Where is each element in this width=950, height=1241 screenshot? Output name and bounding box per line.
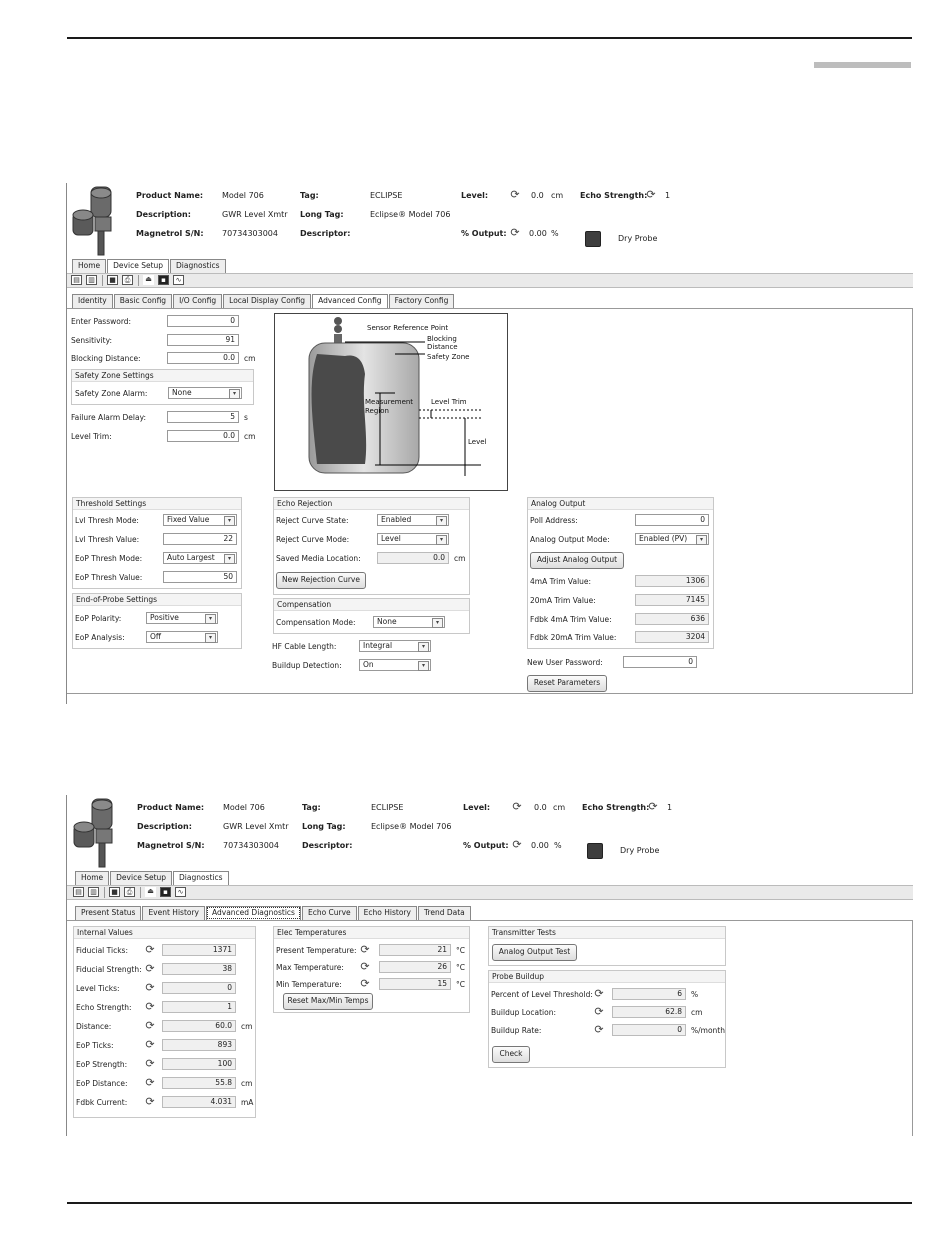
echo-strength-value: 1 — [665, 191, 671, 200]
refresh-icon[interactable]: ⟳ — [145, 1019, 155, 1032]
diagram-sensor-ref-label: Sensor Reference Point — [367, 324, 449, 332]
echo-strength-value: 1 — [162, 1001, 236, 1013]
refresh-icon[interactable]: ⟳ — [145, 1000, 155, 1013]
echo-rejection-group — [273, 497, 470, 595]
fiducial-strength-label: Fiducial Strength: — [76, 965, 142, 974]
end-of-probe-group — [72, 593, 242, 649]
save-icon[interactable]: ■ — [107, 275, 118, 285]
present-temperature-unit: °C — [456, 946, 465, 955]
tab-echo-history[interactable]: Echo History — [358, 906, 417, 920]
eop-polarity-label: EoP Polarity: — [75, 614, 122, 623]
level-unit: cm — [551, 191, 564, 200]
refresh-icon[interactable]: ⟳ — [512, 838, 522, 851]
diagram-level-label: Level — [468, 438, 487, 446]
top-rule — [67, 37, 912, 39]
min-temperature-label: Min Temperature: — [276, 980, 342, 989]
blocking-distance-unit: cm — [244, 354, 256, 363]
percent-of-level-threshold-unit: % — [691, 990, 699, 999]
fiducial-strength-value: 38 — [162, 963, 236, 975]
diagram-level-trim-label: Level Trim — [431, 398, 467, 406]
trim-4ma-value: 1306 — [635, 575, 709, 587]
sensitivity-label: Sensitivity: — [71, 336, 113, 345]
chevron-down-icon[interactable]: ▾ — [205, 633, 216, 643]
compensation-mode-label: Compensation Mode: — [276, 618, 356, 627]
reset-max-min-temps-button[interactable]: Reset Max/Min Temps — [283, 993, 373, 1010]
refresh-icon[interactable]: ⟳ — [512, 800, 522, 813]
refresh-icon[interactable]: ⟳ — [145, 962, 155, 975]
output-value: 0.00 — [529, 229, 547, 238]
level-label: Level: — [461, 191, 489, 200]
reject-curve-mode-value: Level — [381, 534, 401, 543]
safety-zone-group — [71, 369, 254, 405]
level-trim-unit: cm — [244, 432, 256, 441]
threshold-settings-group — [72, 497, 242, 589]
saved-media-location-label: Saved Media Location: — [276, 554, 361, 563]
eop-polarity-select[interactable] — [146, 612, 218, 624]
trim-4ma-label: 4mA Trim Value: — [530, 577, 592, 586]
eop-distance-unit: cm — [241, 1079, 253, 1088]
eop-analysis-value: Off — [150, 632, 162, 641]
sensitivity-input[interactable]: 91 — [167, 334, 239, 346]
fdbk-4ma-trim-value: 636 — [635, 613, 709, 625]
buildup-location-unit: cm — [691, 1008, 703, 1017]
refresh-icon[interactable]: ⟳ — [145, 1038, 155, 1051]
buildup-detection-select[interactable] — [359, 659, 431, 671]
buildup-rate-label: Buildup Rate: — [491, 1026, 542, 1035]
advanced-diagnostics-pane — [67, 920, 913, 1136]
long-tag-value: Eclipse® Model 706 — [370, 210, 451, 219]
refresh-icon[interactable]: ⟳ — [594, 1005, 604, 1018]
toolbar-separator — [102, 275, 103, 286]
diagram-region-label: Region — [365, 407, 389, 415]
bottom-rule — [67, 1202, 912, 1204]
poll-address-label: Poll Address: — [530, 516, 578, 525]
blocking-distance-input[interactable]: 0.0 — [167, 352, 239, 364]
failure-alarm-delay-unit: s — [244, 413, 248, 422]
refresh-icon[interactable]: ⟳ — [145, 943, 155, 956]
tab-device-setup[interactable]: Device Setup — [107, 259, 169, 273]
output-value: 0.00 — [531, 841, 549, 850]
saved-media-location-unit: cm — [454, 554, 466, 563]
distance-unit: cm — [241, 1022, 253, 1031]
description-label: Description: — [137, 822, 192, 831]
chevron-down-icon[interactable]: ▾ — [436, 516, 447, 526]
saved-media-location-value: 0.0 — [377, 552, 449, 564]
diagram-measurement-label: Measurement — [365, 398, 414, 406]
eop-strength-label: EoP Strength: — [76, 1060, 128, 1069]
refresh-icon[interactable]: ⟳ — [646, 188, 656, 201]
refresh-icon[interactable]: ⟳ — [594, 987, 604, 1000]
layout-left-icon[interactable]: ▤ — [71, 275, 82, 285]
fiducial-ticks-value: 1371 — [162, 944, 236, 956]
description-value: GWR Level Xmtr — [223, 822, 289, 831]
level-value: 0.0 — [534, 803, 547, 812]
buildup-rate-unit: %/month — [691, 1026, 725, 1035]
toolbar-separator — [104, 887, 105, 898]
main-tabs — [72, 259, 227, 272]
tab-advanced-diagnostics[interactable]: Advanced Diagnostics — [206, 906, 301, 920]
tag-value: ECLIPSE — [370, 191, 403, 200]
eop-analysis-label: EoP Analysis: — [75, 633, 125, 642]
device-setup-screenshot — [66, 183, 913, 704]
chevron-down-icon[interactable]: ▾ — [432, 618, 443, 628]
toolbar — [67, 273, 913, 288]
distance-label: Distance: — [76, 1022, 112, 1031]
tab-event-history[interactable]: Event History — [142, 906, 205, 920]
lvl-thresh-mode-select[interactable] — [163, 514, 237, 526]
tab-home[interactable]: Home — [72, 259, 106, 273]
compensation-mode-value: None — [377, 617, 397, 626]
buildup-detection-label: Buildup Detection: — [272, 661, 342, 670]
output-unit: % — [551, 229, 559, 238]
layout-left-icon[interactable]: ▤ — [73, 887, 84, 897]
tab-present-status[interactable]: Present Status — [75, 906, 141, 920]
reject-curve-state-select[interactable] — [377, 514, 449, 526]
sub-tabs — [72, 294, 455, 307]
refresh-icon[interactable]: ⟳ — [510, 226, 520, 239]
eop-analysis-select[interactable] — [146, 631, 218, 643]
status-text: Dry Probe — [620, 846, 660, 855]
trim-20ma-label: 20mA Trim Value: — [530, 596, 596, 605]
status-indicator — [587, 843, 603, 859]
chevron-down-icon[interactable]: ▾ — [229, 389, 240, 399]
analog-output-mode-label: Analog Output Mode: — [530, 535, 610, 544]
tag-value: ECLIPSE — [371, 803, 404, 812]
chevron-down-icon[interactable]: ▾ — [205, 614, 216, 624]
fiducial-ticks-label: Fiducial Ticks: — [76, 946, 128, 955]
tab-advanced-config[interactable]: Advanced Config — [312, 294, 388, 308]
toolbar-separator — [140, 887, 141, 898]
save-icon[interactable]: ■ — [109, 887, 120, 897]
new-rejection-curve-button[interactable]: New Rejection Curve — [276, 572, 366, 589]
buildup-rate-value: 0 — [612, 1024, 686, 1036]
refresh-icon[interactable]: ⟳ — [648, 800, 658, 813]
hf-cable-length-value: Integral — [363, 641, 393, 650]
long-tag-label: Long Tag: — [300, 210, 344, 219]
section-tab-bar — [814, 62, 911, 68]
tab-trend-data[interactable]: Trend Data — [418, 906, 471, 920]
status-text: Dry Probe — [618, 234, 658, 243]
product-name-label: Product Name: — [137, 803, 205, 812]
descriptor-label: Descriptor: — [302, 841, 353, 850]
product-name-label: Product Name: — [136, 191, 204, 200]
eop-strength-value: 100 — [162, 1058, 236, 1070]
echo-strength-label: Echo Strength: — [580, 191, 648, 200]
print-icon[interactable]: ⎙ — [122, 275, 133, 285]
transmitter-image — [70, 797, 128, 869]
analog-output-title: Analog Output — [528, 498, 713, 510]
advanced-config-pane — [67, 308, 913, 694]
product-name-value: Model 706 — [222, 191, 264, 200]
print-icon[interactable]: ⎙ — [124, 887, 135, 897]
chart-icon[interactable]: ∿ — [173, 275, 184, 285]
monitor-icon[interactable]: ▪ — [158, 275, 169, 285]
refresh-icon[interactable]: ⟳ — [145, 1076, 155, 1089]
hf-cable-length-label: HF Cable Length: — [272, 642, 337, 651]
transmitter-tests-group — [488, 926, 726, 966]
layout-right-icon[interactable]: ▥ — [86, 275, 97, 285]
descriptor-label: Descriptor: — [300, 229, 351, 238]
toolbar — [67, 885, 913, 900]
eop-thresh-mode-value: Auto Largest — [167, 553, 215, 562]
probe-buildup-group — [488, 970, 726, 1068]
serial-label: Magnetrol S/N: — [137, 841, 205, 850]
lvl-thresh-value-input[interactable]: 22 — [163, 533, 237, 545]
analog-output-mode-value: Enabled (PV) — [639, 534, 688, 543]
safety-zone-alarm-value: None — [172, 388, 192, 397]
long-tag-label: Long Tag: — [302, 822, 346, 831]
max-temperature-label: Max Temperature: — [276, 963, 344, 972]
long-tag-value: Eclipse® Model 706 — [371, 822, 452, 831]
layout-right-icon[interactable]: ▥ — [88, 887, 99, 897]
transmitter-tests-title: Transmitter Tests — [489, 927, 725, 939]
status-indicator — [585, 231, 601, 247]
level-unit: cm — [553, 803, 566, 812]
max-temperature-unit: °C — [456, 963, 465, 972]
lvl-thresh-value-label: Lvl Thresh Value: — [75, 535, 140, 544]
transmitter-image — [69, 185, 127, 257]
compensation-mode-select[interactable] — [373, 616, 445, 628]
min-temperature-value: 15 — [379, 978, 451, 990]
fdbk-20ma-trim-label: Fdbk 20mA Trim Value: — [530, 633, 617, 642]
tab-local-display-config[interactable]: Local Display Config — [223, 294, 311, 308]
tab-echo-curve[interactable]: Echo Curve — [302, 906, 357, 920]
analog-output-test-button[interactable]: Analog Output Test — [492, 944, 577, 961]
refresh-icon[interactable]: ⟳ — [145, 1095, 155, 1108]
new-user-password-input[interactable]: 0 — [623, 656, 697, 668]
reset-parameters-button[interactable]: Reset Parameters — [527, 675, 607, 692]
refresh-icon[interactable]: ⟳ — [145, 981, 155, 994]
eop-thresh-mode-label: EoP Thresh Mode: — [75, 554, 143, 563]
serial-label: Magnetrol S/N: — [136, 229, 204, 238]
lvl-thresh-mode-value: Fixed Value — [167, 515, 210, 524]
tab-device-setup[interactable]: Device Setup — [110, 871, 172, 885]
output-unit: % — [554, 841, 562, 850]
analog-output-mode-select[interactable] — [635, 533, 709, 545]
upload-icon[interactable]: ⏏ — [145, 887, 156, 897]
description-label: Description: — [136, 210, 191, 219]
distance-value: 60.0 — [162, 1020, 236, 1032]
refresh-icon[interactable]: ⟳ — [510, 188, 520, 201]
tank-diagram — [274, 313, 508, 491]
chevron-down-icon[interactable]: ▾ — [224, 516, 235, 526]
eop-ticks-value: 893 — [162, 1039, 236, 1051]
tag-label: Tag: — [302, 803, 321, 812]
serial-value: 70734303004 — [222, 229, 278, 238]
trim-20ma-value: 7145 — [635, 594, 709, 606]
diagram-distance-label: Distance — [427, 343, 458, 351]
check-button[interactable]: Check — [492, 1046, 530, 1063]
max-temperature-value: 26 — [379, 961, 451, 973]
diagnostics-screenshot — [66, 795, 913, 1136]
tab-home[interactable]: Home — [75, 871, 109, 885]
eop-thresh-value-label: EoP Thresh Value: — [75, 573, 143, 582]
buildup-location-label: Buildup Location: — [491, 1008, 556, 1017]
eop-thresh-value-input[interactable]: 50 — [163, 571, 237, 583]
echo-rejection-title: Echo Rejection — [274, 498, 469, 510]
buildup-detection-value: On — [363, 660, 374, 669]
description-value: GWR Level Xmtr — [222, 210, 288, 219]
buildup-location-value: 62.8 — [612, 1006, 686, 1018]
tab-basic-config[interactable]: Basic Config — [114, 294, 172, 308]
min-temperature-unit: °C — [456, 980, 465, 989]
tag-label: Tag: — [300, 191, 319, 200]
fdbk-current-label: Fdbk Current: — [76, 1098, 128, 1107]
monitor-icon[interactable]: ▪ — [160, 887, 171, 897]
echo-strength-label: Echo Strength: — [582, 803, 650, 812]
echo-strength-label: Echo Strength: — [76, 1003, 132, 1012]
level-label: Level: — [463, 803, 491, 812]
sub-tabs — [75, 906, 472, 919]
chevron-down-icon[interactable]: ▾ — [418, 661, 429, 671]
refresh-icon[interactable]: ⟳ — [145, 1057, 155, 1070]
end-of-probe-title: End-of-Probe Settings — [73, 594, 241, 606]
main-tabs — [75, 871, 230, 884]
failure-alarm-delay-input[interactable]: 5 — [167, 411, 239, 423]
tab-diagnostics[interactable]: Diagnostics — [173, 871, 229, 885]
eop-polarity-value: Positive — [150, 613, 179, 622]
elec-temperatures-group — [273, 926, 470, 1013]
hf-cable-length-select[interactable] — [359, 640, 431, 652]
level-ticks-value: 0 — [162, 982, 236, 994]
compensation-group — [273, 598, 470, 634]
chevron-down-icon[interactable]: ▾ — [696, 535, 707, 545]
lvl-thresh-mode-label: Lvl Thresh Mode: — [75, 516, 139, 525]
refresh-icon[interactable]: ⟳ — [360, 943, 370, 956]
present-temperature-value: 21 — [379, 944, 451, 956]
probe-buildup-title: Probe Buildup — [489, 971, 725, 983]
eop-distance-value: 55.8 — [162, 1077, 236, 1089]
safety-zone-alarm-label: Safety Zone Alarm: — [75, 389, 148, 398]
fdbk-4ma-trim-label: Fdbk 4mA Trim Value: — [530, 615, 612, 624]
chart-icon[interactable]: ∿ — [175, 887, 186, 897]
safety-zone-alarm-select[interactable] — [168, 387, 242, 399]
reject-curve-mode-label: Reject Curve Mode: — [276, 535, 350, 544]
reject-curve-mode-select[interactable] — [377, 533, 449, 545]
fdbk-20ma-trim-value: 3204 — [635, 631, 709, 643]
password-input[interactable]: 0 — [167, 315, 239, 327]
blocking-distance-label: Blocking Distance: — [71, 354, 141, 363]
internal-values-group — [73, 926, 256, 1118]
upload-icon[interactable]: ⏏ — [143, 275, 154, 285]
eop-distance-label: EoP Distance: — [76, 1079, 128, 1088]
threshold-settings-title: Threshold Settings — [73, 498, 241, 510]
password-label: Enter Password: — [71, 317, 132, 326]
refresh-icon[interactable]: ⟳ — [360, 960, 370, 973]
level-trim-input[interactable]: 0.0 — [167, 430, 239, 442]
tab-identity[interactable]: Identity — [72, 294, 113, 308]
tab-io-config[interactable]: I/O Config — [173, 294, 222, 308]
chevron-down-icon[interactable]: ▾ — [418, 642, 429, 652]
fdbk-current-unit: mA — [241, 1098, 254, 1107]
chevron-down-icon[interactable]: ▾ — [224, 554, 235, 564]
elec-temperatures-title: Elec Temperatures — [274, 927, 469, 939]
refresh-icon[interactable]: ⟳ — [360, 977, 370, 990]
chevron-down-icon[interactable]: ▾ — [436, 535, 447, 545]
safety-zone-title: Safety Zone Settings — [72, 370, 253, 382]
present-temperature-label: Present Temperature: — [276, 946, 357, 955]
fdbk-current-value: 4.031 — [162, 1096, 236, 1108]
product-name-value: Model 706 — [223, 803, 265, 812]
percent-of-level-threshold-label: Percent of Level Threshold: — [491, 990, 593, 999]
diagram-blocking-label: Blocking — [427, 335, 457, 343]
reject-curve-state-value: Enabled — [381, 515, 412, 524]
internal-values-title: Internal Values — [74, 927, 255, 939]
eop-thresh-mode-select[interactable] — [163, 552, 237, 564]
output-label: % Output: — [463, 841, 509, 850]
compensation-title: Compensation — [274, 599, 469, 611]
output-label: % Output: — [461, 229, 507, 238]
eop-ticks-label: EoP Ticks: — [76, 1041, 114, 1050]
diagram-safety-zone-label: Safety Zone — [427, 353, 470, 361]
new-user-password-label: New User Password: — [527, 658, 603, 667]
toolbar-separator — [138, 275, 139, 286]
level-trim-label: Level Trim: — [71, 432, 112, 441]
serial-value: 70734303004 — [223, 841, 279, 850]
analog-output-group — [527, 497, 714, 649]
reject-curve-state-label: Reject Curve State: — [276, 516, 349, 525]
poll-address-input[interactable]: 0 — [635, 514, 709, 526]
tab-factory-config[interactable]: Factory Config — [389, 294, 455, 308]
level-ticks-label: Level Ticks: — [76, 984, 120, 993]
echo-strength-value: 1 — [667, 803, 673, 812]
failure-alarm-delay-label: Failure Alarm Delay: — [71, 413, 146, 422]
adjust-analog-output-button[interactable]: Adjust Analog Output — [530, 552, 624, 569]
level-value: 0.0 — [531, 191, 544, 200]
refresh-icon[interactable]: ⟳ — [594, 1023, 604, 1036]
tab-diagnostics[interactable]: Diagnostics — [170, 259, 226, 273]
percent-of-level-threshold-value: 6 — [612, 988, 686, 1000]
